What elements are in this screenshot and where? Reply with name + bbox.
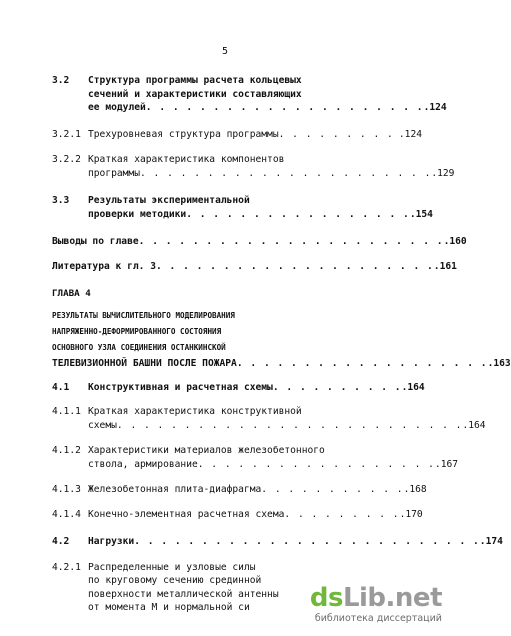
chapter-title-line: ОСНОВНОГО УЗЛА СОЕДИНЕНИЯ ОСТАНКИНСКОЙ (52, 342, 226, 352)
section-number: 3.2 (52, 75, 70, 86)
leader-dots: . . . . . . . . . . . . . . . . . . . . . . . (138, 236, 444, 247)
entry-title-line: Характеристики материалов железобетонного (88, 445, 325, 456)
toc-entry (52, 260, 457, 274)
page-ref: .174 (479, 536, 503, 547)
chapter-4 (52, 287, 511, 372)
page-ref: .129 (431, 167, 455, 179)
toc-entry (52, 483, 427, 497)
leader-dots: . . . . . . . . . . . . . . . . . . . . . (145, 102, 424, 113)
page-number: 5 (221, 46, 229, 57)
chapter-title-line: РЕЗУЛЬТАТЫ ВЫЧИСЛИТЕЛЬНОГО МОДЕЛИРОВАНИЯ (52, 310, 235, 320)
leader-dots: . . . . . . . . . . (272, 381, 402, 393)
page-ref: .154 (409, 208, 433, 220)
page-ref: .170 (399, 508, 423, 520)
watermark-subtitle: библиотека диссертаций (314, 613, 442, 624)
section-number: 3.3 (52, 195, 70, 206)
toc-entry (52, 508, 422, 522)
section-number: 3.2.1 (52, 128, 81, 140)
section-number: 4.1.1 (52, 406, 81, 417)
page-ref: .168 (403, 484, 427, 495)
page-ref: .160 (443, 236, 467, 247)
chapter-label: ГЛАВА 4 (52, 288, 91, 299)
entry-title: ее модулей (88, 102, 146, 113)
dslib-logo: dsLib.net (309, 583, 442, 613)
chapter-title-last-line: ТЕЛЕВИЗИОННОЙ БАШНИ ПОСЛЕ ПОЖАРА (52, 357, 237, 369)
chapter-title-line: НАПРЯЖЕННО-ДЕФОРМИРОВАННОГО СОСТОЯНИЯ (52, 326, 222, 336)
toc-entry (52, 235, 467, 249)
toc-entry (52, 381, 425, 395)
entry-title-line: Распределенные и узловые силы (88, 561, 256, 573)
section-number: 3.2.2 (52, 154, 81, 165)
entry-title-line: Результаты экспериментальной (88, 195, 250, 206)
entry-title: схемы (88, 419, 117, 431)
page-ref: .163 (487, 357, 511, 369)
leader-dots: . . . . . . . . . . . . . . . . . . . . . . . . . . (116, 419, 463, 431)
leader-dots: . . . . . . . . . . . . . . . . . . . . . . (139, 167, 432, 179)
entry-title: Трехуровневая структура программы (88, 128, 279, 140)
entry-title: Конечно-элементная расчетная схема (88, 508, 285, 520)
toc-entry (52, 128, 422, 142)
entry-title: проверки методики (88, 208, 187, 220)
leader-dots: . . . . . . . . . (278, 128, 394, 140)
chapter-title (52, 308, 511, 372)
toc-entry (52, 405, 486, 432)
section-number: 4.1.3 (52, 484, 81, 495)
entry-title-line: Структура программы расчета кольцевых (88, 75, 302, 86)
toc-entry (52, 74, 447, 115)
entry-title-line: сечений и характеристики составляющих (88, 88, 302, 100)
leader-dots: . . . . . . . . . . . . . . . . . . . (236, 357, 488, 369)
leader-dots: . . . . . . . . . . . (261, 484, 404, 495)
entry-title: программы (88, 167, 140, 179)
toc-entry (52, 153, 455, 180)
section-number: 4.1 (52, 381, 70, 393)
page-ref: .124 (423, 102, 447, 113)
entry-title: Выводы по главе (52, 236, 139, 247)
entry-title-line: Краткая характеристика конструктивной (88, 406, 302, 417)
toc-entry (52, 535, 503, 549)
section-number: 4.1.2 (52, 445, 81, 456)
dslib-watermark (310, 585, 442, 624)
leader-dots: . . . . . . . . . (284, 508, 400, 520)
table-of-contents (52, 74, 511, 615)
page-ref: .124 (398, 128, 422, 140)
leader-dots: . . . . . . . . . . . . . . . . . (186, 208, 410, 220)
entry-title: Литература к гл. 3 (52, 260, 156, 272)
section-number: 4.2.1 (52, 561, 81, 573)
page-ref: .164 (401, 381, 425, 393)
page-ref: .164 (462, 419, 486, 431)
entry-title: Нагрузки (88, 536, 135, 547)
page-ref: .161 (433, 260, 457, 272)
section-number: 4.1.4 (52, 508, 81, 520)
leader-dots: . . . . . . . . . . . . . . . . . . . . . . . . . . (134, 536, 480, 547)
leader-dots: . . . . . . . . . . . . . . . . . . (197, 458, 435, 470)
entry-title: Конструктивная и расчетная схемы (88, 381, 273, 393)
leader-dots: . . . . . . . . . . . . . . . . . . . . . (155, 260, 434, 272)
entry-title-line: от момента М и нормальной си (88, 602, 250, 613)
entry-title: Железобетонная плита-диафрагма (88, 484, 262, 495)
entry-title-line: Краткая характеристика компонентов (88, 154, 285, 165)
section-number: 4.2 (52, 536, 70, 547)
entry-title: ствола, армирование (88, 458, 198, 470)
entry-title-line: поверхности металлической антенны (88, 588, 279, 600)
entry-title-line: по круговому сечению срединной (88, 575, 262, 586)
toc-entry (52, 444, 459, 471)
page-ref: .167 (434, 458, 459, 470)
toc-entry (52, 194, 433, 221)
